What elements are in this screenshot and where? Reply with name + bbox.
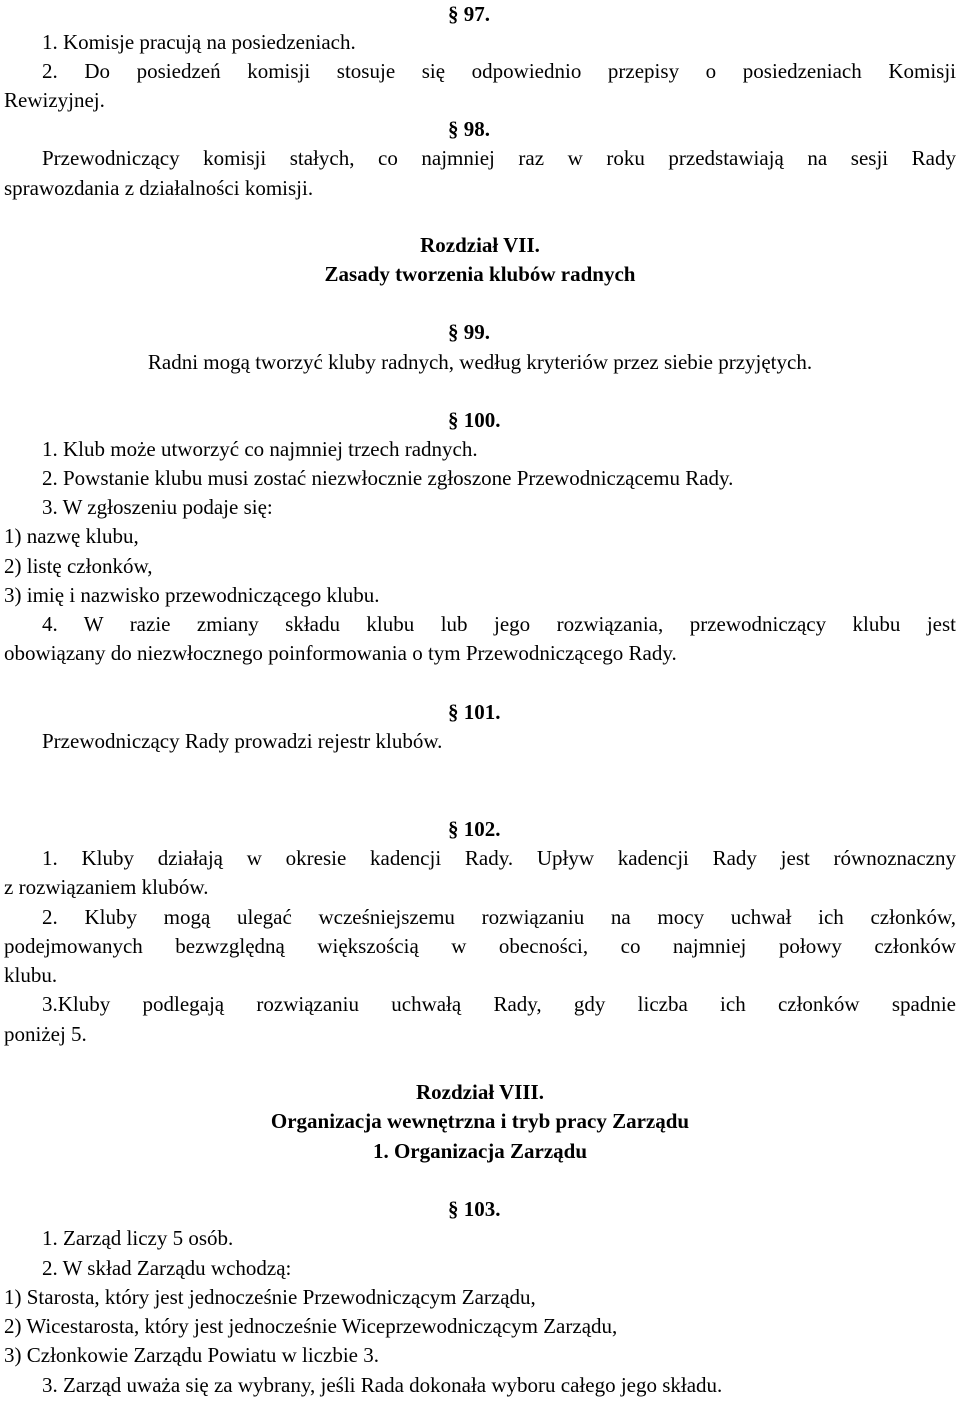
s102-item-2-line-2: podejmowanych bezwzględną większością w obecności, co najmniej połowy członków [4,934,956,958]
section-103-heading: § 103. [448,1197,501,1221]
s102-item-1-line-1: 1. Kluby działają w okresie kadencji Rady. Upływ kadencji Rady jest równoznaczny [42,846,956,870]
s100-item-1: 1. Klub może utworzyć co najmniej trzech radnych. [42,437,478,461]
s100-subitem-1: 1) nazwę klubu, [4,524,139,548]
section-97-heading: § 97. [448,2,490,26]
s101-line-1: Przewodniczący Rady prowadzi rejestr klubów. [42,729,443,753]
s102-item-2-line-1: 2. Kluby mogą ulegać wcześniejszemu rozwiązaniu na mocy uchwał ich członków, [42,905,956,929]
section-102-heading: § 102. [448,817,501,841]
s98-line-1: Przewodniczący komisji stałych, co najmniej raz w roku przedstawiają na sesji Rady [42,146,956,170]
s100-item-4-line-2: obowiązany do niezwłocznego poinformowania o tym Przewodniczącego Rady. [4,641,677,665]
s100-subitem-3: 3) imię i nazwisko przewodniczącego klubu. [4,583,380,607]
s100-item-3: 3. W zgłoszeniu podaje się: [42,495,273,519]
s99-line-1: Radni mogą tworzyć kluby radnych, według kryteriów przez siebie przyjętych. [147,350,813,374]
section-101-heading: § 101. [448,700,501,724]
s102-item-2-line-3: klubu. [4,963,58,987]
s97-item-1: 1. Komisje pracują na posiedzeniach. [42,30,356,54]
s103-subitem-3: 3) Członkowie Zarządu Powiatu w liczbie 3. [4,1343,379,1367]
chapter-8-title: Rozdział VIII. [416,1080,544,1104]
chapter-7-title: Rozdział VII. [420,233,540,257]
section-100-heading: § 100. [448,408,501,432]
s100-item-4-line-1: 4. W razie zmiany składu klubu lub jego rozwiązania, przewodniczący klubu jest [42,612,956,636]
s103-item-2: 2. W skład Zarządu wchodzą: [42,1256,292,1280]
s97-item-2-line-1: 2. Do posiedzeń komisji stosuje się odpowiednio przepisy o posiedzeniach Komisji [42,59,956,83]
section-99-heading: § 99. [448,320,490,344]
chapter-7-subtitle: Zasady tworzenia klubów radnych [324,262,636,286]
s103-subitem-2: 2) Wicestarosta, który jest jednocześnie Wiceprzewodniczącym Zarządu, [4,1314,618,1338]
s103-item-1: 1. Zarząd liczy 5 osób. [42,1226,234,1250]
s103-item-3: 3. Zarząd uważa się za wybrany, jeśli Rada dokonała wyboru całego jego składu. [42,1373,723,1397]
s100-item-2: 2. Powstanie klubu musi zostać niezwłocznie zgłoszone Przewodniczącemu Rady. [42,466,734,490]
s100-subitem-2: 2) listę członków, [4,554,153,578]
chapter-8-subsection: 1. Organizacja Zarządu [372,1139,588,1163]
s102-item-3-line-1: 3.Kluby podlegają rozwiązaniu uchwałą Rady, gdy liczba ich członków spadnie [42,992,956,1016]
s98-line-2: sprawozdania z działalności komisji. [4,176,314,200]
chapter-8-subtitle: Organizacja wewnętrzna i tryb pracy Zarządu [270,1109,690,1133]
s102-item-3-line-2: poniżej 5. [4,1022,87,1046]
section-98-heading: § 98. [448,117,490,141]
s97-item-2-line-2: Rewizyjnej. [4,88,105,112]
s103-subitem-1: 1) Starosta, który jest jednocześnie Przewodniczącym Zarządu, [4,1285,536,1309]
s102-item-1-line-2: z rozwiązaniem klubów. [4,875,209,899]
